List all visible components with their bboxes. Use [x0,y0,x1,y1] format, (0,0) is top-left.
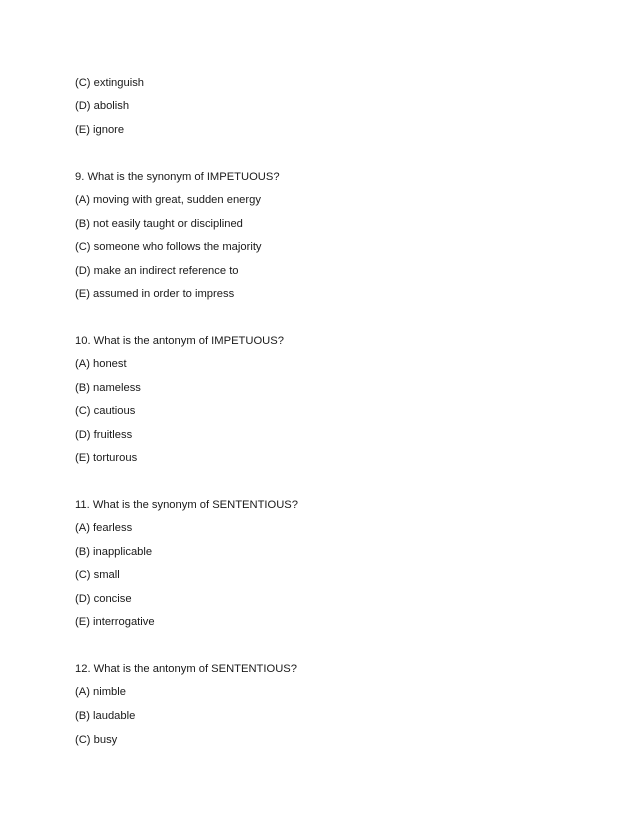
answer-option: (C) cautious [75,405,136,417]
answer-option: (A) moving with great, sudden energy [75,194,261,206]
question-9: 9. What is the synonym of IMPETUOUS? [75,171,280,183]
answer-option: (C) busy [75,734,118,746]
answer-option: (E) assumed in order to impress [75,288,235,300]
answer-option: (D) abolish [75,100,130,112]
answer-option: (A) honest [75,358,127,370]
answer-option: (B) not easily taught or disciplined [75,218,243,230]
answer-option: (B) nameless [75,382,141,394]
question-10: 10. What is the antonym of IMPETUOUS? [75,335,284,347]
answer-option: (E) ignore [75,124,125,136]
question-12: 12. What is the antonym of SENTENTIOUS? [75,663,297,675]
answer-option: (D) concise [75,593,132,605]
answer-option: (E) interrogative [75,616,155,628]
question-11: 11. What is the synonym of SENTENTIOUS? [75,499,298,511]
answer-option: (B) laudable [75,710,136,722]
answer-option: (B) inapplicable [75,546,153,558]
answer-option: (E) torturous [75,452,138,464]
answer-option: (A) nimble [75,686,126,698]
answer-option: (D) fruitless [75,429,133,441]
answer-option: (C) extinguish [75,77,145,89]
answer-option: (C) someone who follows the majority [75,241,262,253]
answer-option: (D) make an indirect reference to [75,265,239,277]
answer-option: (C) small [75,569,120,581]
answer-option: (A) fearless [75,522,133,534]
